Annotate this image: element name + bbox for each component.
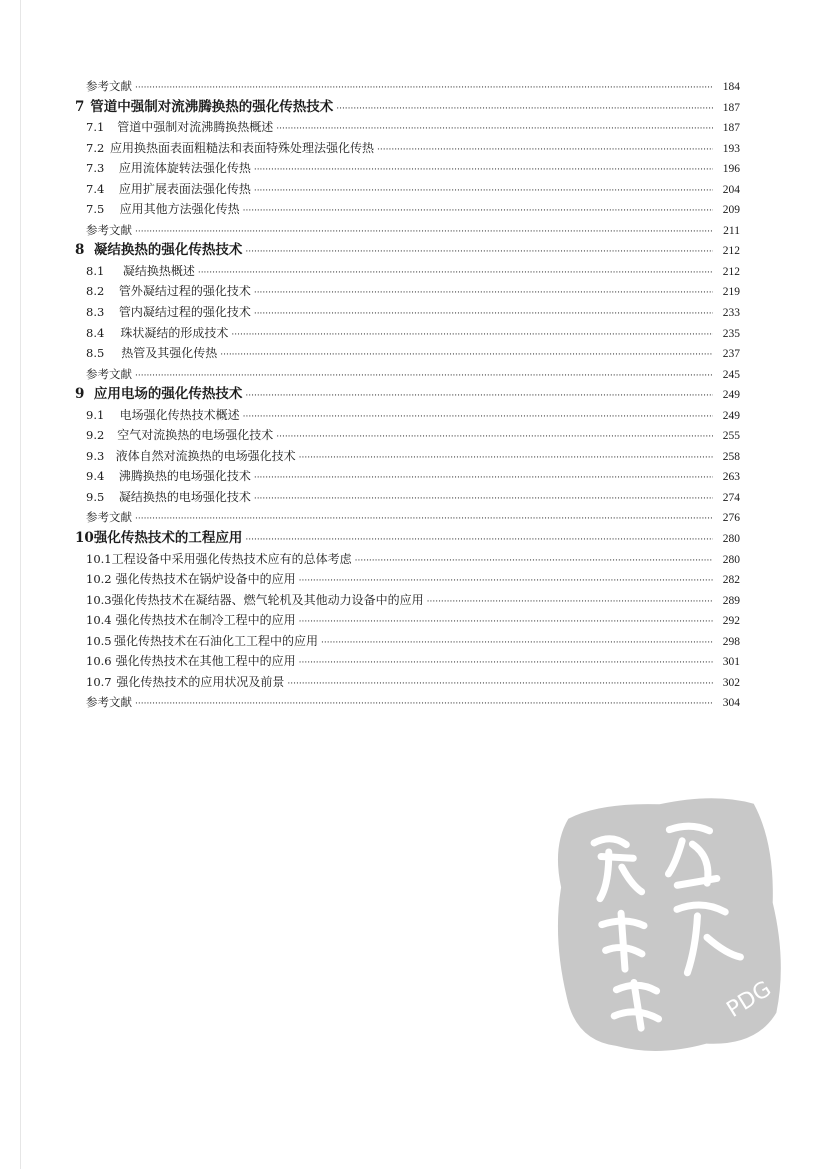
toc-title: 应用电场的强化传热技术 — [93, 386, 243, 403]
leader-dots — [254, 304, 713, 323]
toc-chapter-row — [72, 384, 740, 405]
toc-section-row — [72, 569, 740, 590]
toc-page-number: 276 — [722, 512, 740, 525]
toc-section-row — [72, 672, 740, 693]
toc-title: 电场强化传热技术概述 — [119, 407, 240, 422]
toc-page-number: 187 — [722, 122, 740, 135]
toc-page-number: 249 — [722, 409, 740, 422]
toc-chapter-row — [72, 528, 740, 549]
toc-section-row — [72, 199, 740, 220]
toc-title: 管内凝结过程的强化技术 — [118, 305, 251, 320]
leader-dots — [135, 222, 713, 241]
leader-dots — [220, 345, 713, 364]
leader-dots — [427, 592, 713, 611]
toc-references-row — [72, 507, 740, 528]
leader-dots — [299, 448, 713, 467]
toc-references-row — [72, 76, 740, 97]
toc-title: 应用换热面表面粗糙法和表面特殊处理法强化传热 — [110, 140, 375, 155]
toc-number: 10.6 — [86, 654, 112, 669]
toc-title: 凝结换热概述 — [122, 263, 195, 278]
toc-page-number: 235 — [722, 327, 740, 340]
toc-number: 7.4 — [86, 181, 105, 196]
toc-number: 8 — [75, 242, 85, 259]
toc-number: 10.5 — [86, 633, 112, 648]
toc-references-row — [72, 364, 740, 385]
toc-section-row — [72, 343, 740, 364]
toc-section-row — [72, 425, 740, 446]
toc-page-number: 292 — [722, 615, 740, 628]
toc-page-number: 204 — [722, 183, 740, 196]
table-of-contents — [72, 76, 740, 713]
toc-number: 8.5 — [86, 346, 105, 361]
toc-section-row — [72, 261, 740, 282]
toc-title: 液体自然对流换热的电场强化技术 — [115, 448, 296, 463]
toc-page-number: 211 — [723, 224, 740, 237]
leader-dots — [254, 489, 713, 508]
toc-section-row — [72, 446, 740, 467]
toc-title: 管道中强制对流沸腾换热概述 — [117, 120, 274, 135]
toc-page-number: 280 — [722, 553, 740, 566]
toc-references-row — [72, 220, 740, 241]
leader-dots — [245, 530, 713, 549]
toc-page-number: 263 — [722, 471, 740, 484]
toc-page-number: 304 — [722, 697, 740, 710]
toc-page-number: 302 — [722, 676, 740, 689]
leader-dots — [135, 366, 713, 385]
leader-dots — [254, 283, 713, 302]
seal-label: PDG — [722, 976, 776, 1023]
toc-number: 9.1 — [86, 407, 105, 422]
leader-dots — [321, 633, 713, 652]
toc-title: 参考文献 — [86, 222, 132, 237]
leader-dots — [336, 99, 713, 118]
toc-number: 10.2 — [86, 572, 112, 587]
toc-title: 参考文献 — [86, 366, 132, 381]
toc-section-row — [72, 590, 740, 611]
leader-dots — [198, 263, 713, 282]
toc-title: 热管及其强化传热 — [121, 346, 218, 361]
toc-title: 参考文献 — [86, 79, 132, 93]
toc-title: 应用其他方法强化传热 — [119, 202, 240, 217]
leader-dots — [299, 612, 713, 631]
toc-title: 凝结换热的强化传热技术 — [93, 242, 243, 259]
toc-number: 8.4 — [86, 325, 105, 340]
toc-page-number: 212 — [722, 265, 740, 278]
toc-section-row — [72, 651, 740, 672]
toc-section-row — [72, 138, 740, 159]
toc-number: 9 — [75, 386, 85, 403]
toc-title: 强化传热技术在锅炉设备中的应用 — [115, 572, 296, 587]
leader-dots — [135, 694, 713, 713]
toc-number: 9.3 — [86, 448, 105, 463]
toc-section-row — [72, 323, 740, 344]
toc-section-row — [72, 466, 740, 487]
toc-page-number: 274 — [722, 491, 740, 504]
toc-section-row — [72, 487, 740, 508]
leader-dots — [254, 181, 713, 200]
leader-dots — [254, 160, 713, 179]
toc-page-number: 237 — [722, 348, 740, 361]
leader-dots — [355, 551, 713, 570]
toc-number: 10 — [75, 530, 94, 547]
toc-page-number: 289 — [722, 594, 740, 607]
leader-dots — [135, 509, 713, 528]
toc-number: 10.7 — [86, 674, 112, 689]
toc-section-row — [72, 405, 740, 426]
leader-dots — [276, 119, 713, 138]
toc-number: 9.5 — [86, 489, 105, 504]
leader-dots — [287, 674, 713, 693]
leader-dots — [135, 78, 713, 97]
toc-page-number: 255 — [722, 430, 740, 443]
toc-title: 应用扩展表面法强化传热 — [118, 181, 251, 196]
leader-dots — [243, 407, 713, 426]
toc-title: 珠状凝结的形成技术 — [120, 325, 229, 340]
toc-title: 应用流体旋转法强化传热 — [118, 161, 251, 176]
leader-dots — [243, 201, 713, 220]
toc-title: 参考文献 — [86, 510, 132, 525]
leader-dots — [245, 386, 713, 405]
toc-page-number: 298 — [722, 635, 740, 648]
toc-page-number: 212 — [722, 245, 740, 258]
toc-page-number: 187 — [722, 101, 740, 114]
leader-dots — [254, 468, 713, 487]
toc-page-number: 209 — [722, 204, 740, 217]
toc-number: 7.3 — [86, 161, 105, 176]
toc-section-row — [72, 549, 740, 570]
leader-dots — [299, 571, 713, 590]
toc-references-row — [72, 692, 740, 713]
toc-page-number: 184 — [722, 81, 740, 93]
toc-page-number: 196 — [722, 163, 740, 176]
toc-number: 7.5 — [86, 202, 105, 217]
toc-title: 强化传热技术的工程应用 — [93, 530, 243, 547]
page-edge-line — [20, 0, 21, 1169]
toc-title: 凝结换热的电场强化技术 — [118, 489, 251, 504]
toc-section-row — [72, 631, 740, 652]
toc-section-row — [72, 117, 740, 138]
toc-number: 8.2 — [86, 284, 105, 299]
toc-section-row — [72, 158, 740, 179]
toc-number: 8.1 — [86, 263, 105, 278]
toc-chapter-row — [72, 97, 740, 118]
toc-number: 9.2 — [86, 428, 105, 443]
toc-section-row — [72, 281, 740, 302]
toc-chapter-row — [72, 240, 740, 261]
toc-number: 7.1 — [86, 120, 105, 135]
toc-number: 10.3 — [86, 592, 112, 607]
toc-title: 参考文献 — [86, 695, 132, 710]
leader-dots — [245, 242, 713, 261]
seal-shape — [549, 794, 787, 1058]
toc-title: 强化传热技术在凝结器、燃气轮机及其他动力设备中的应用 — [111, 592, 424, 607]
toc-section-row — [72, 610, 740, 631]
toc-page-number: 233 — [722, 307, 740, 320]
toc-section-row — [72, 179, 740, 200]
toc-page-number: 249 — [722, 389, 740, 402]
watermark-seal — [539, 782, 797, 1068]
toc-page-number: 280 — [722, 533, 740, 546]
toc-title: 强化传热技术在制冷工程中的应用 — [115, 613, 296, 628]
toc-page-number: 193 — [722, 142, 740, 155]
toc-number: 10.4 — [86, 613, 112, 628]
toc-title: 管外凝结过程的强化技术 — [118, 284, 251, 299]
toc-number: 9.4 — [86, 469, 105, 484]
toc-title: 工程设备中采用强化传热技术应有的总体考虑 — [111, 551, 352, 566]
toc-page-number: 282 — [722, 574, 740, 587]
toc-title: 强化传热技术在石油化工工程中的应用 — [114, 633, 319, 648]
toc-number: 8.3 — [86, 305, 105, 320]
toc-page-number: 245 — [722, 368, 740, 381]
toc-number: 10.1 — [86, 551, 112, 566]
toc-number: 7 — [75, 98, 85, 115]
toc-section-row — [72, 302, 740, 323]
leader-dots — [276, 427, 713, 446]
toc-number: 7.2 — [86, 140, 105, 155]
toc-page-number: 258 — [722, 450, 740, 463]
leader-dots — [299, 653, 713, 672]
leader-dots — [377, 140, 713, 159]
leader-dots — [231, 325, 713, 344]
toc-title: 沸腾换热的电场强化技术 — [118, 469, 251, 484]
toc-page-number: 219 — [722, 286, 740, 299]
toc-title: 强化传热技术在其他工程中的应用 — [115, 654, 296, 669]
toc-title: 空气对流换热的电场强化技术 — [117, 428, 274, 443]
toc-title: 强化传热技术的应用状况及前景 — [116, 674, 285, 689]
toc-page-number: 301 — [722, 656, 740, 669]
toc-title: 管道中强制对流沸腾换热的强化传热技术 — [90, 98, 334, 115]
